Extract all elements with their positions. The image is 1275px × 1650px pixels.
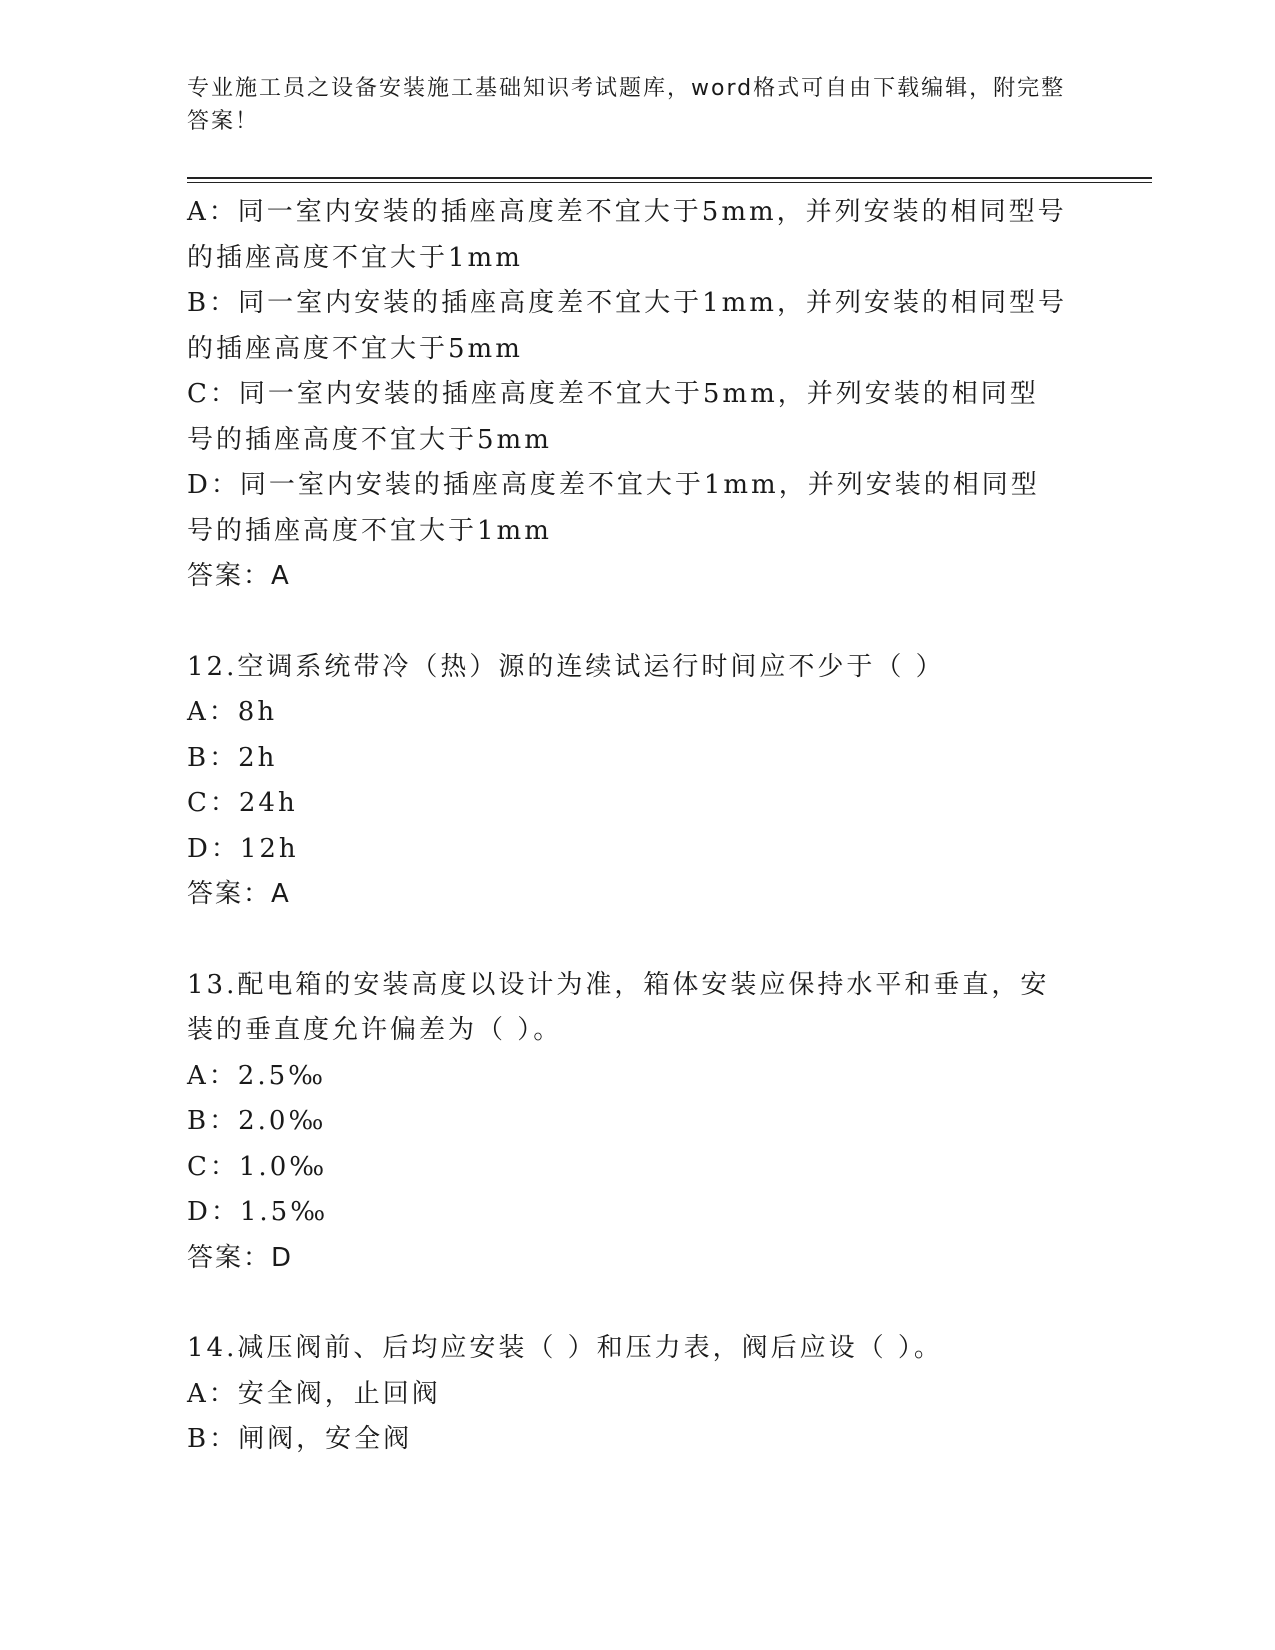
option-d: D：同一室内安装的插座高度差不宜大于1mm，并列安装的相同型号的插座高度不宜大于1mm (187, 470, 1040, 546)
option-c: C：24h (187, 788, 298, 818)
option-d: D：1.5‰ (187, 1197, 329, 1227)
option-b: B：2.0‰ (187, 1106, 327, 1136)
option-a: A：同一室内安装的插座高度差不宜大于5mm，并列安装的相同型号的插座高度不宜大于1mm (187, 197, 1067, 273)
option-d: D：12h (187, 833, 299, 864)
option-c: C：同一室内安装的插座高度差不宜大于5mm，并列安装的相同型号的插座高度不宜大于5mm (187, 379, 1039, 455)
option-a: A：8h (187, 697, 278, 727)
question-text: 14.减压阀前、后均应安装（ ）和压力表，阀后应设（ ）。 (187, 1333, 943, 1363)
spacer (187, 918, 1067, 963)
option-c: C：1.0‰ (187, 1151, 328, 1182)
option-a: A：安全阀，止回阀 (187, 1378, 441, 1409)
header-rule-thin (187, 182, 1152, 183)
answer: 答案：A (187, 561, 291, 591)
question-11 (187, 190, 1067, 600)
question-content (187, 190, 1067, 1463)
question-text: 12.空调系统带冷（热）源的连续试运行时间应不少于（ ） (187, 651, 945, 682)
question-text: 13.配电箱的安装高度以设计为准，箱体安装应保持水平和垂直，安装的垂直度允许偏差为（ ）。 (187, 969, 1050, 1045)
option-b: B：2h (187, 742, 278, 773)
option-a: A：2.5‰ (187, 1060, 327, 1091)
spacer (187, 600, 1067, 645)
option-b: B：同一室内安装的插座高度差不宜大于1mm，并列安装的相同型号的插座高度不宜大于5mm (187, 288, 1067, 364)
header-rule-thick (187, 177, 1152, 179)
document-header: 专业施工员之设备安装施工基础知识考试题库，word格式可自由下载编辑，附完整答案！ (187, 76, 1066, 134)
question-13 (187, 963, 1067, 1282)
answer: 答案：D (187, 1242, 294, 1273)
answer: 答案：A (187, 879, 291, 909)
question-12 (187, 645, 1067, 918)
question-14 (187, 1326, 1067, 1463)
spacer (187, 1281, 1067, 1326)
option-b: B：闸阀，安全阀 (187, 1424, 413, 1454)
